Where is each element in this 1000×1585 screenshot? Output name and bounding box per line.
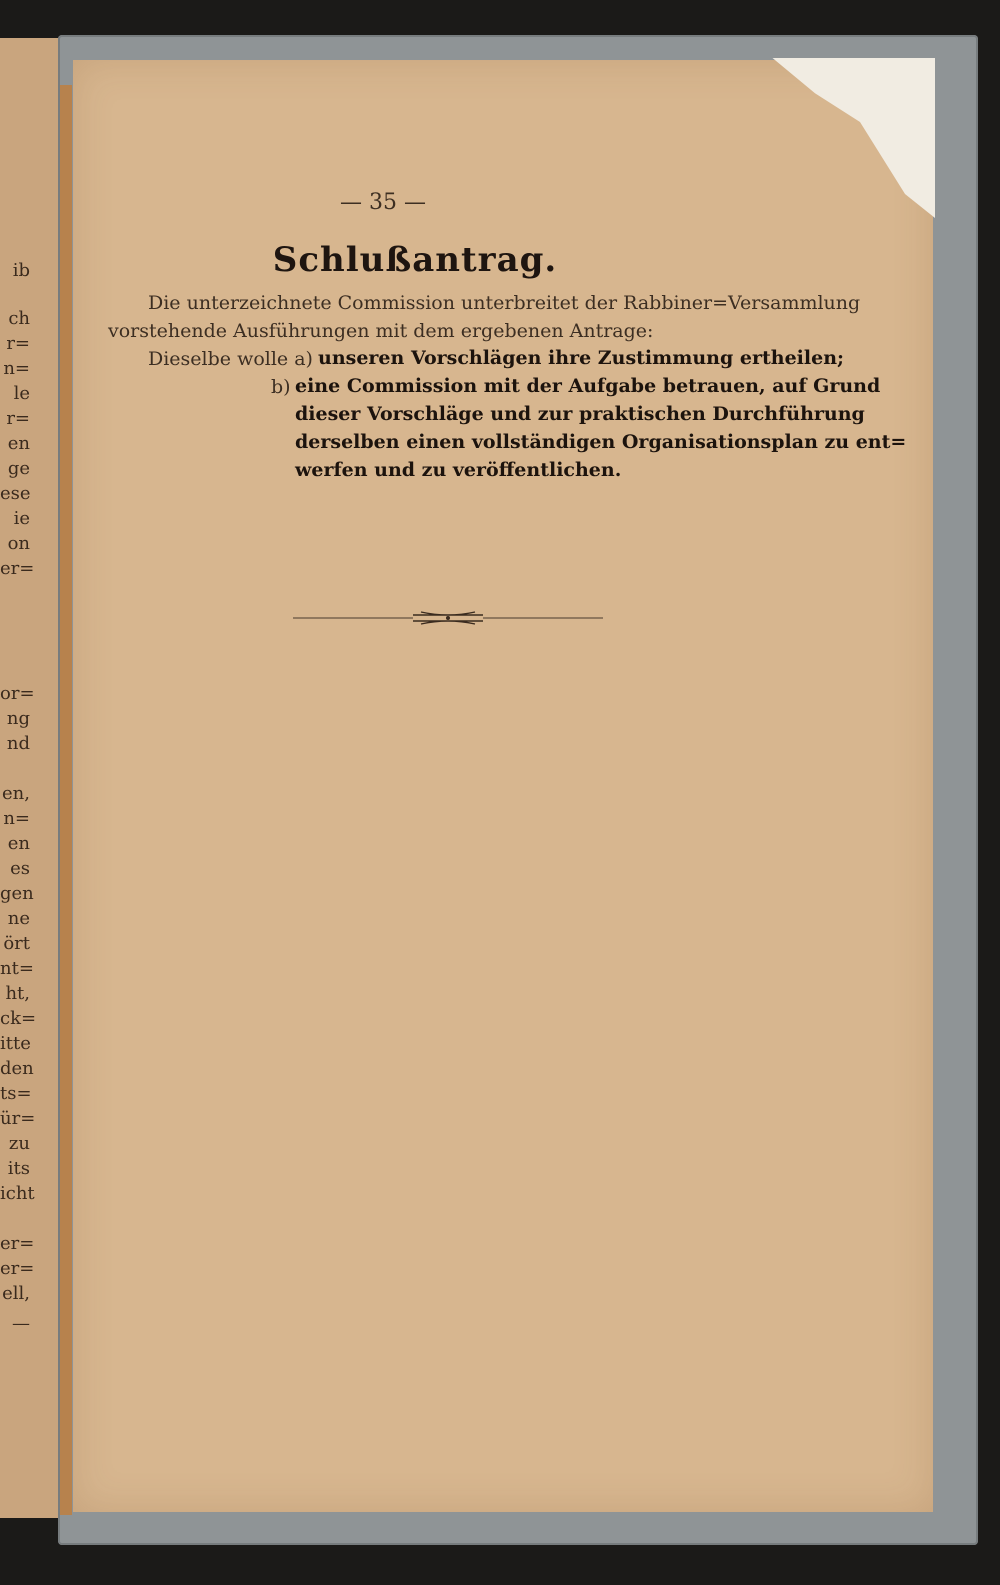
right-page bbox=[73, 60, 933, 1512]
left-page-fragment: den bbox=[0, 1058, 34, 1079]
left-page-fragment: er= bbox=[0, 1233, 35, 1254]
left-page-fragment: en bbox=[7, 833, 30, 854]
body-line-1: Die unterzeichnete Commission unterbreitet der Rabbiner=Versammlung bbox=[148, 292, 861, 314]
left-page-fragment: ne bbox=[7, 908, 30, 929]
left-page-fragment: ört bbox=[3, 933, 30, 954]
left-page-fragment: ell, bbox=[2, 1283, 30, 1304]
left-page-fragment: nt= bbox=[0, 958, 34, 979]
left-page-fragment: ng bbox=[6, 708, 30, 729]
left-page-fragment: le bbox=[13, 383, 30, 404]
book-spine-edge bbox=[60, 85, 72, 1515]
ornamental-divider bbox=[293, 608, 603, 628]
body-line-2: vorstehende Ausführungen mit dem ergebenen Antrage: bbox=[108, 320, 654, 342]
left-page-fragment: es bbox=[10, 858, 30, 879]
left-page-fragment: or= bbox=[0, 683, 35, 704]
left-page-fragment: ch bbox=[8, 308, 30, 329]
left-page-fragment: r= bbox=[6, 333, 30, 354]
left-page-fragment: er= bbox=[0, 1258, 35, 1279]
left-page-fragment: en, bbox=[2, 783, 30, 804]
left-page-fragment: ür= bbox=[0, 1108, 36, 1129]
left-page-fragment: — bbox=[12, 1313, 30, 1334]
item-b-line-3: derselben einen vollständigen Organisationsplan zu ent= bbox=[295, 431, 907, 453]
left-page-fragment: ib bbox=[12, 260, 30, 281]
left-page-fragment: ie bbox=[13, 508, 30, 529]
page-heading: Schlußantrag. bbox=[272, 240, 558, 280]
left-page-fragment: ht, bbox=[5, 983, 30, 1004]
left-page-fragment: zu bbox=[8, 1133, 30, 1154]
page-number: — 35 — bbox=[340, 190, 426, 215]
item-b-line-1: eine Commission mit der Aufgabe betrauen, auf Grund bbox=[295, 375, 881, 397]
left-page-fragment: ck= bbox=[0, 1008, 37, 1029]
left-page-fragment: n= bbox=[3, 358, 30, 379]
left-page-fragment: er= bbox=[0, 558, 35, 579]
left-page-fragment: gen bbox=[0, 883, 34, 904]
left-page-fragment: en bbox=[7, 433, 30, 454]
left-page-fragment: ese bbox=[0, 483, 31, 504]
left-page-fragment: ge bbox=[7, 458, 30, 479]
left-page-fragment: n= bbox=[3, 808, 30, 829]
left-page-fragment: itte bbox=[0, 1033, 31, 1054]
left-page-fragment: r= bbox=[6, 408, 30, 429]
item-b-line-4: werfen und zu veröffentlichen. bbox=[295, 459, 622, 481]
left-page-fragment: icht bbox=[0, 1183, 35, 1204]
item-a: unseren Vorschlägen ihre Zustimmung ertheilen; bbox=[318, 347, 845, 369]
item-b-line-2: dieser Vorschläge und zur praktischen Durchführung bbox=[295, 403, 865, 425]
item-b-label: b) bbox=[271, 376, 291, 398]
left-page-fragment: ts= bbox=[0, 1083, 32, 1104]
left-page-fragment: on bbox=[7, 533, 30, 554]
left-page-fragment: nd bbox=[6, 733, 30, 754]
left-page-fragment: its bbox=[7, 1158, 30, 1179]
body-line-3: Dieselbe wolle a) bbox=[148, 348, 313, 370]
